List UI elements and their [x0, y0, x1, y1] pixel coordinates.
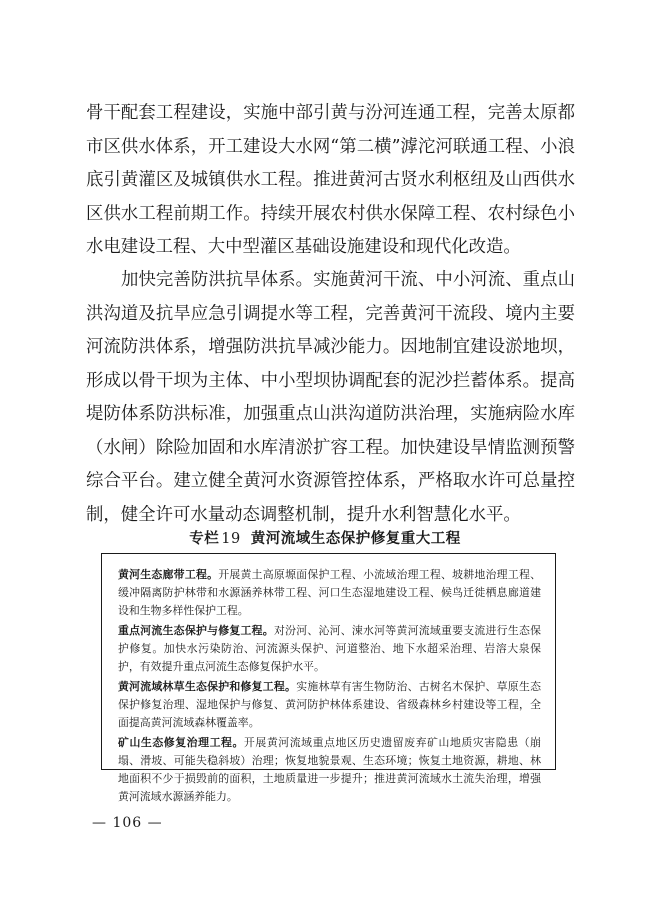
box-number: 19: [221, 531, 241, 547]
special-column-box: [101, 553, 556, 803]
box-item-heading: 矿山生态修复治理工程。: [118, 736, 244, 749]
box-item-heading: 黄河流域林草生态保护和修复工程。: [118, 680, 297, 693]
box-item: [118, 622, 541, 676]
box-label: 专栏: [189, 531, 220, 547]
box-item-text: 开展黄土高原塬面保护工程、小流域治理工程、坡耕地治理工程、缓冲隔离防护林带和水源涵养林带工程、河口生态湿地建设工程、候鸟迁徙栖息廊道建设和生物多样性保护工程。: [118, 568, 541, 617]
page-number: — 106 —: [92, 815, 163, 831]
box-title: [0, 527, 650, 548]
box-item: [118, 734, 541, 806]
box-item-heading: 重点河流生态保护与修复工程。: [118, 624, 274, 637]
box-item-text: 对汾河、沁河、涑水河等黄河流域重要支流进行生态保护修复。加快水污染防治、河流源头保护、河道整治、地下水超采治理、岩溶大泉保护，有效提升重点河流生态修复保护水平。: [118, 624, 541, 673]
box-item-heading: 黄河生态廊带工程。: [118, 568, 219, 581]
box-item-text: 开展黄河流域重点地区历史遗留废弃矿山地质灾害隐患（崩塌、滑坡、可能失稳斜坡）治理；恢复地貌景观、生态环境；恢复土地资源，耕地、林地面积不少于损毁前的面积，土地质量进一步提升；推进黄河流域水土流失治理，增强黄河流域水源涵养能力。: [118, 736, 541, 803]
box-item: [118, 678, 541, 732]
box-item: [118, 566, 541, 620]
body-paragraph-1: 骨干配套工程建设，实施中部引黄与汾河连通工程，完善太原都市区供水体系，开工建设大水网“第二横”滹沱河联通工程、小浪底引黄灌区及城镇供水工程。推进黄河古贤水利枢纽及山西供水区供水工程前期工作。持续开展农村供水保障工程、农村绿色小水电建设工程、大中型灌区基础设施建设和现代化改造。: [86, 103, 575, 257]
box-content: [118, 566, 541, 808]
box-item-text: 实施林草有害生物防治、古树名木保护、草原生态保护修复治理、湿地保护与修复、黄河防护林体系建设、省级森林乡村建设等工程，全面提高黄河流域森林覆盖率。: [118, 680, 541, 729]
body-paragraph-2: 加快完善防洪抗旱体系。实施黄河干流、中小河流、重点山洪沟道及抗旱应急引调提水等工程，完善黄河干流段、境内主要河流防洪体系，增强防洪抗旱减沙能力。因地制宜建设淤地坝，形成以骨干坝为主体、中小型坝协调配套的泥沙拦蓄体系。提高堤防体系防洪标准，加强重点山洪沟道防洪治理，实施病险水库（水闸）除险加固和水库清淤扩容工程。加快建设旱情监测预警综合平台。建立健全黄河水资源管控体系，严格取水许可总量控制，健全许可水量动态调整机制，提升水利智慧化水平。: [86, 270, 575, 525]
box-title-text: 黄河流域生态保护修复重大工程: [250, 531, 461, 547]
